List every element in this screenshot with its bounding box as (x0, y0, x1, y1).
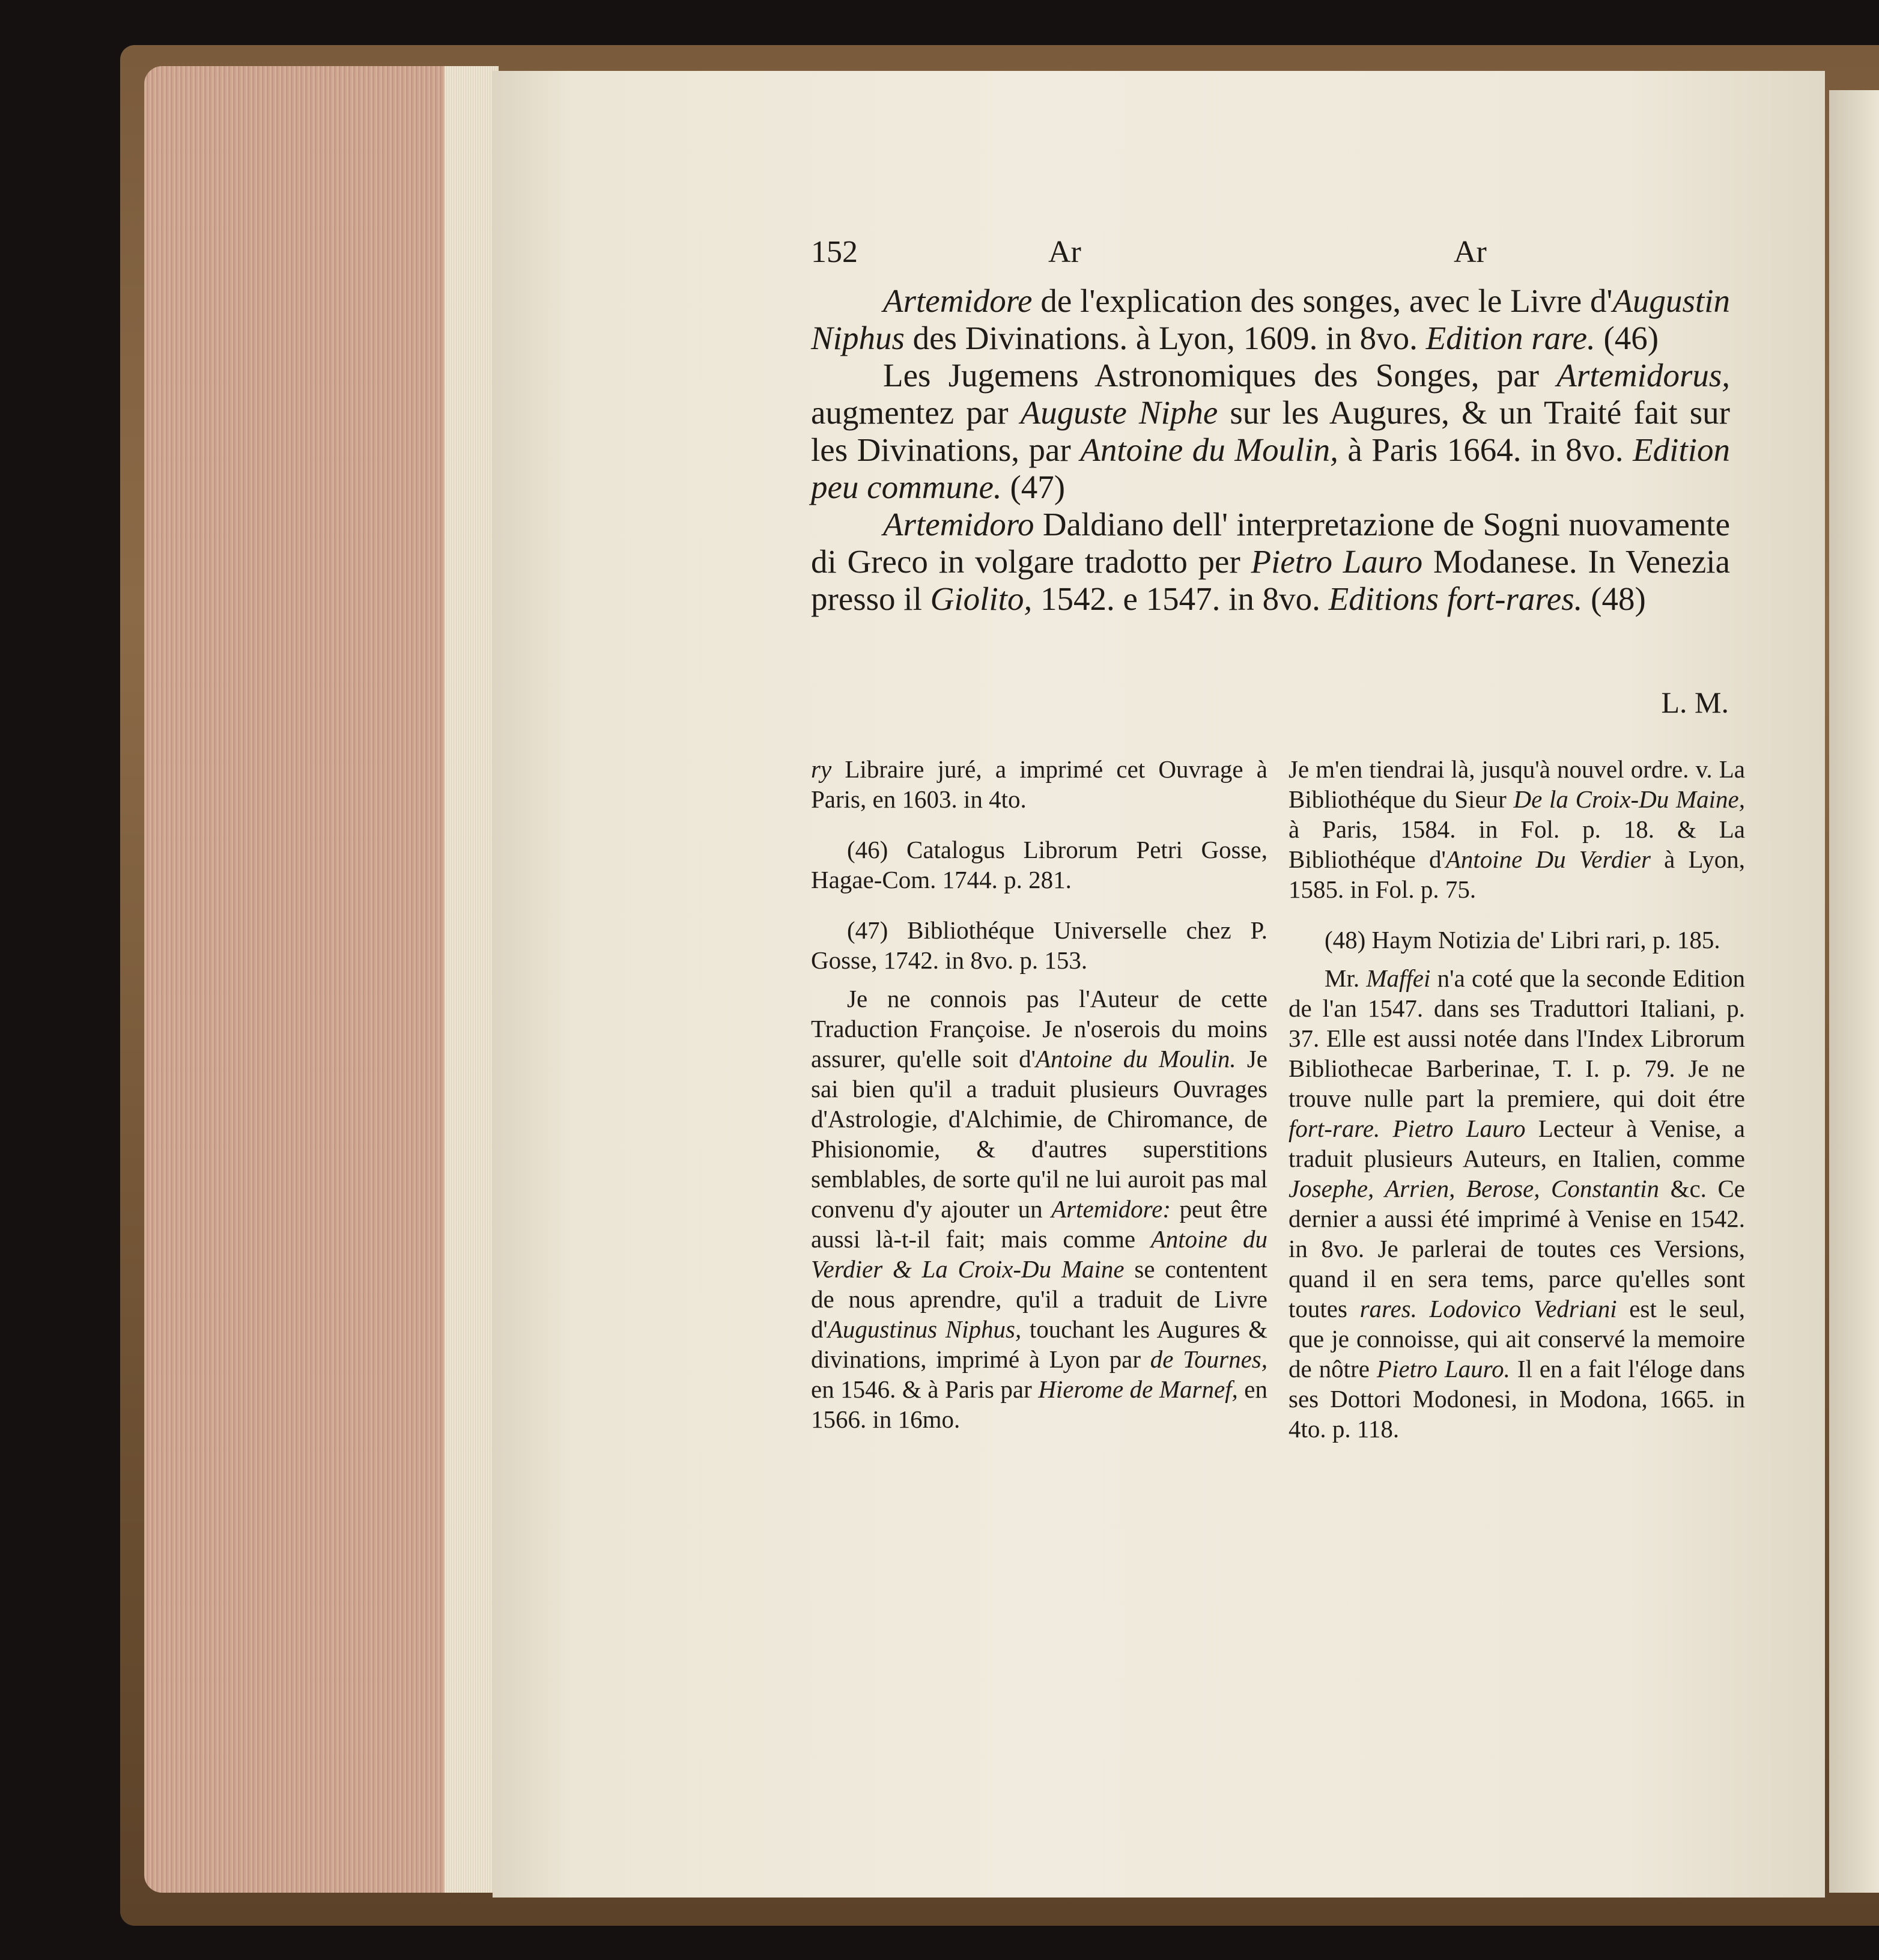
note-italic: Artemidore: (1051, 1195, 1171, 1223)
notes-left-column (811, 754, 1267, 1443)
signature: L. M. (1661, 686, 1729, 719)
note-text: peut être aussi là-t-il fait; mais comme (811, 1195, 1267, 1253)
note-48-commentary (1289, 963, 1745, 1444)
note-text: à Lyon, 1585. in Fol. p. 75. (1289, 845, 1746, 903)
note-text: Mr. (1325, 964, 1367, 992)
entry-italic: Antoine du Moulin, (1080, 431, 1338, 468)
note-47: (47) Bibliothéque Universelle chez P. Gosse, 1742. in 8vo. p. 153. (811, 916, 1267, 974)
note-text: est le seul, que je connoisse, qui ait conservé la memoire de nôtre (1289, 1295, 1745, 1383)
note-text: en 1566. in 16mo. (811, 1375, 1267, 1433)
note-47-commentary (811, 984, 1267, 1434)
entry-text: Les Jugemens Astronomiques des Songes, par (883, 357, 1557, 394)
entry-text: sur les Augures, & un Traité fait sur les Divinations, par (811, 394, 1730, 468)
entry-text: de l'explication des songes, avec le Livre d' (1032, 282, 1613, 319)
note-text: touchant les Augures & divinations, imprimé à Lyon par (811, 1315, 1267, 1373)
entry-italic: Edition peu commune. (811, 431, 1731, 505)
entry-italic: Artemidorus, (1556, 357, 1730, 394)
note-text: Je ne connois pas l'Auteur de cette Traduction Françoise. Je n'oserois du moins assurer, qu'elle soit d' (811, 985, 1267, 1073)
entry-italic: Editions fort-rares. (1328, 580, 1583, 617)
entry-artemidoro (811, 506, 1730, 618)
entry-italic: Giolito, (930, 580, 1033, 617)
entry-jugemens (811, 357, 1730, 506)
note-italic: Antoine Du Verdier (1445, 845, 1651, 873)
note-continuation (811, 754, 1267, 814)
note-italic: De la Croix-Du Maine, (1513, 785, 1745, 813)
note-text: Il en a fait l'éloge dans ses Dottori Modonesi, in Modona, 1665. in 4to. p. 118. (1289, 1355, 1745, 1443)
entry-text: des Divinations. à Lyon, 1609. in 8vo. (904, 320, 1426, 356)
note-italic: Antoine du Verdier & La Croix-Du Maine (811, 1225, 1267, 1283)
entry-text: augmentez par (811, 394, 1021, 431)
notes-right-column (1289, 754, 1745, 1452)
column-divider (1270, 709, 1272, 1484)
note-text: à Paris, 1584. in Fol. p. 18. & La Bibliothéque d' (1289, 815, 1745, 873)
note-continuation (1289, 754, 1745, 904)
note-italic: Augustinus Niphus, (827, 1315, 1022, 1343)
note-text: n'a coté que la seconde Edition de l'an 1547. dans ses Traduttori Italiani, p. 37. Elle est aussi notée dans l'Index Librorum Bibliothecae Barberinae, T. I. p. 79. Je ne trouve nulle part la premiere, qui doit étre (1289, 964, 1745, 1112)
note-italic: Hierome de Marnef, (1038, 1375, 1238, 1403)
note-ref: (46) (1595, 320, 1659, 356)
page-edges (144, 66, 499, 1893)
note-italic: Maffei (1366, 964, 1431, 992)
note-text: en 1546. & à Paris par (811, 1375, 1039, 1403)
note-text: Je m'en tiendrai là, jusqu'à nouvel ordre. v. La Bibliothéque du Sieur (1289, 755, 1745, 813)
note-46: (46) Catalogus Librorum Petri Gosse, Hagae-Com. 1744. p. 281. (811, 836, 1267, 893)
note-italic: de Tournes, (1150, 1345, 1267, 1373)
entry-artemidore (811, 282, 1730, 357)
running-head-left: Ar (1048, 235, 1081, 269)
entry-text: à Paris 1664. in 8vo. (1338, 431, 1633, 468)
note-italic: ry (811, 755, 832, 783)
note-48: (48) Haym Notizia de' Libri rari, p. 185. (1325, 926, 1720, 954)
note-italic: rares. Lodovico Vedriani (1359, 1295, 1617, 1322)
note-italic: Josephe, Arrien, Berose, Constantin (1289, 1175, 1660, 1202)
entry-text: Modanese. In Venezia presso il (811, 543, 1730, 617)
note-ref: (47) (1001, 469, 1066, 505)
page-number: 152 (811, 235, 858, 269)
entry-author: Artemidore (883, 282, 1033, 319)
facing-page-edge (1829, 90, 1879, 1893)
note-text: &c. Ce dernier a aussi été imprimé à Venise en 1542. in 8vo. Je parlerai de toutes ces Versions, quand il en sera tems, parce qu'elles sont toutes (1289, 1175, 1745, 1322)
entry-text: 1542. e 1547. in 8vo. (1032, 580, 1329, 617)
note-ref: (48) (1582, 580, 1646, 617)
note-text: se contentent de nous aprendre, qu'il a traduit de Livre d' (811, 1255, 1268, 1343)
note-italic: fort-rare. Pietro Lauro (1289, 1115, 1526, 1142)
entry-text: Daldiano dell' interpretazione de Sogni nuovamente di Greco in volgare tradotto per (811, 506, 1730, 580)
entry-italic: Pietro Lauro (1251, 543, 1423, 580)
entry-author: Artemidoro (883, 506, 1034, 543)
note-text: Je sai bien qu'il a traduit plusieurs Ouvrages d'Astrologie, d'Alchimie, de Chiromance, de Phisionomie, & d'autres superstitions semblables, de sorte qu'il ne lui auroit pas mal convenu d'y ajouter un (811, 1045, 1267, 1223)
note-italic: Antoine du Moulin. (1036, 1045, 1236, 1073)
entry-italic: Edition rare. (1425, 320, 1595, 356)
entry-italic: Auguste Niphe (1020, 394, 1218, 431)
main-text (811, 282, 1730, 618)
note-text: Libraire juré, a imprimé cet Ouvrage à Paris, en 1603. in 4to. (811, 755, 1267, 813)
note-italic: Pietro Lauro. (1376, 1355, 1510, 1383)
note-text: Lecteur à Venise, a traduit plusieurs Auteurs, en Italien, comme (1289, 1115, 1745, 1172)
running-head-right: Ar (1454, 235, 1487, 269)
entry-italic: Augustin Niphus (811, 282, 1730, 356)
